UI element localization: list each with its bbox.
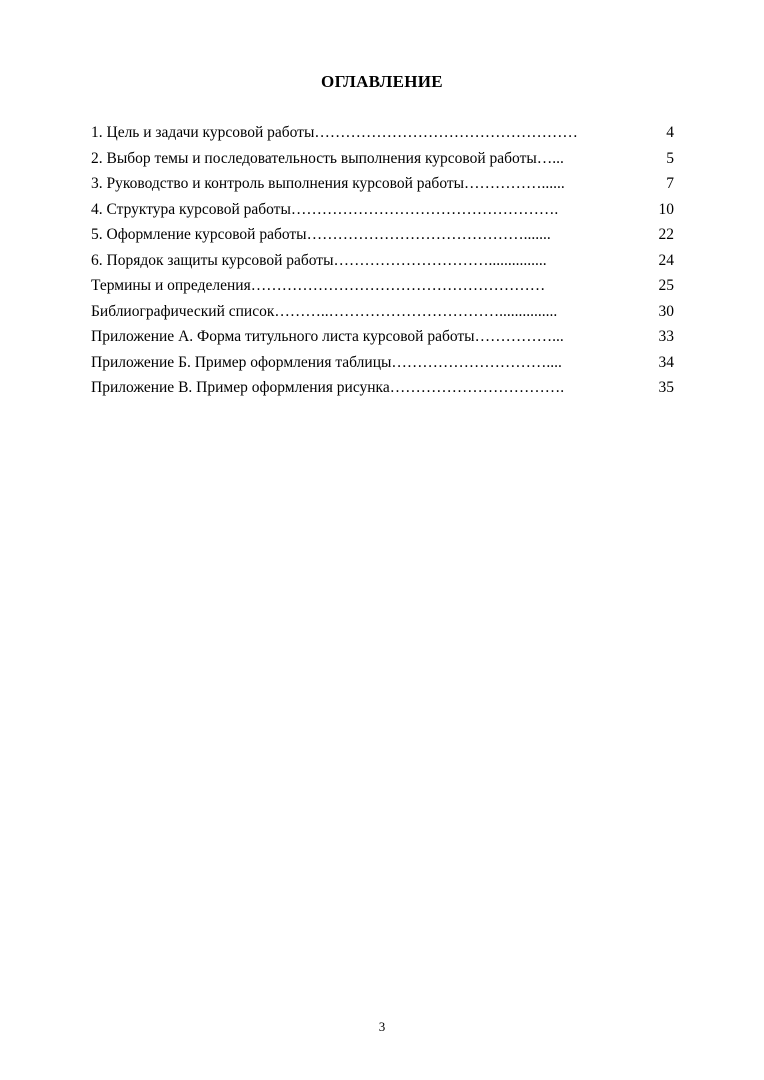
toc-entry-page: 5	[666, 149, 674, 167]
toc-entry[interactable]	[91, 120, 674, 146]
toc-entry-page: 4	[666, 124, 674, 141]
toc-entry[interactable]	[91, 197, 674, 223]
toc-entry-title: Приложение Б. Пример оформления таблицы…………………………....	[91, 353, 562, 371]
toc-entry-page: 7	[666, 175, 674, 192]
toc-entry-page: 35	[658, 379, 674, 396]
toc-entry-page: 30	[658, 302, 674, 320]
toc-entry[interactable]	[91, 299, 674, 325]
toc-entry-page: 24	[658, 251, 674, 269]
toc-entry-page: 33	[658, 328, 674, 345]
toc-entry[interactable]	[91, 248, 674, 274]
toc-entry[interactable]	[91, 146, 674, 172]
toc-entry[interactable]	[91, 375, 674, 401]
toc-entry[interactable]	[91, 171, 674, 197]
toc-entry-title: 1. Цель и задачи курсовой работы……………………………………………	[91, 124, 578, 141]
toc-entry-page: 34	[658, 353, 674, 371]
toc-entry-title: 4. Структура курсовой работы…………………………………………….	[91, 200, 559, 218]
table-of-contents	[91, 120, 674, 401]
page-number: 3	[378, 1019, 386, 1034]
toc-entry-title: Приложение А. Форма титульного листа курсовой работы……………...	[91, 328, 564, 345]
page-title: ОГЛАВЛЕНИЕ	[321, 72, 443, 91]
toc-entry-title: 6. Порядок защиты курсовой работы…………………………...............	[91, 251, 547, 269]
toc-entry-title: Приложение В. Пример оформления рисунка…………………………….	[91, 379, 565, 396]
toc-entry-title: 2. Выбор темы и последовательность выполнения курсовой работы…...	[91, 149, 564, 167]
toc-entry-title: Библиографический список………..……………………………...............	[91, 302, 558, 320]
toc-entry[interactable]	[91, 273, 674, 299]
toc-entry-page: 22	[658, 226, 674, 243]
toc-entry-title: Термины и определения…………………………………………………	[91, 277, 546, 294]
toc-entry-title: 3. Руководство и контроль выполнения курсовой работы……………......	[91, 175, 565, 192]
toc-entry[interactable]	[91, 222, 674, 248]
toc-entry-page: 10	[658, 200, 674, 218]
toc-entry-page: 25	[658, 277, 674, 294]
toc-entry-title: 5. Оформление курсовой работы…………………………………….......	[91, 226, 551, 243]
toc-entry[interactable]	[91, 350, 674, 376]
toc-entry[interactable]	[91, 324, 674, 350]
